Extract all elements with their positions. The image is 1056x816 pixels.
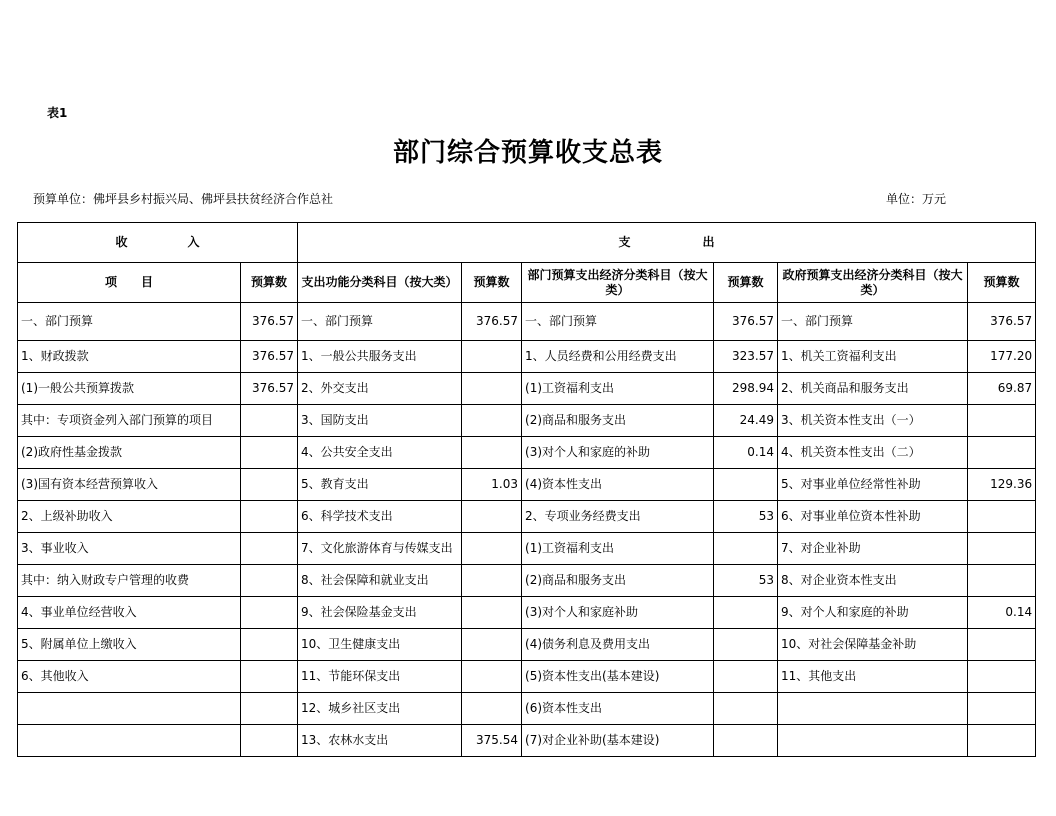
- gov-econ-amount-cell: [968, 725, 1036, 757]
- function-amount-cell: [462, 629, 522, 661]
- dept-econ-item-cell: (5)资本性支出(基本建设): [522, 661, 714, 693]
- income-item-cell: (2)政府性基金拨款: [18, 437, 241, 469]
- function-amount-cell: [462, 437, 522, 469]
- function-item-cell: 2、外交支出: [298, 373, 462, 405]
- income-item-cell: 其中：纳入财政专户管理的收费: [18, 565, 241, 597]
- function-item-cell: 9、社会保险基金支出: [298, 597, 462, 629]
- dept-econ-amount-cell: 53: [714, 501, 778, 533]
- income-amount-cell: [241, 469, 298, 501]
- gov-econ-class-column-header: 政府预算支出经济分类科目（按大类）: [778, 263, 968, 303]
- function-item-cell: 8、社会保障和就业支出: [298, 565, 462, 597]
- income-amount-cell: [241, 533, 298, 565]
- dept-econ-item-cell: 1、人员经费和公用经费支出: [522, 341, 714, 373]
- gov-econ-amount-cell: [968, 661, 1036, 693]
- function-item-cell: 1、一般公共服务支出: [298, 341, 462, 373]
- income-amount-cell: 376.57: [241, 303, 298, 341]
- income-amount-cell: 376.57: [241, 341, 298, 373]
- function-item-cell: 7、文化旅游体育与传媒支出: [298, 533, 462, 565]
- function-item-cell: 6、科学技术支出: [298, 501, 462, 533]
- income-item-cell: 5、附属单位上缴收入: [18, 629, 241, 661]
- table-row: [18, 341, 1036, 373]
- function-amount-cell: [462, 597, 522, 629]
- dept-econ-class-column-header: 部门预算支出经济分类科目（按大类）: [522, 263, 714, 303]
- function-amount-cell: [462, 341, 522, 373]
- income-amount-cell: [241, 629, 298, 661]
- income-item-cell: 一、部门预算: [18, 303, 241, 341]
- income-item-cell: 4、事业单位经营收入: [18, 597, 241, 629]
- dept-econ-amount-cell: 376.57: [714, 303, 778, 341]
- dept-econ-amount-cell: 298.94: [714, 373, 778, 405]
- gov-econ-item-cell: [778, 693, 968, 725]
- function-item-cell: 4、公共安全支出: [298, 437, 462, 469]
- dept-econ-item-cell: (6)资本性支出: [522, 693, 714, 725]
- gov-econ-item-cell: [778, 725, 968, 757]
- function-amount-cell: [462, 693, 522, 725]
- dept-econ-item-cell: (3)对个人和家庭补助: [522, 597, 714, 629]
- page-title: 部门综合预算收支总表: [392, 138, 663, 168]
- dept-econ-amount-cell: [714, 661, 778, 693]
- table-row: [18, 303, 1036, 341]
- dept-econ-item-cell: (7)对企业补助(基本建设): [522, 725, 714, 757]
- function-amount-cell: [462, 565, 522, 597]
- function-amount-cell: 375.54: [462, 725, 522, 757]
- gov-econ-amount-cell: [968, 501, 1036, 533]
- function-amount-cell: [462, 405, 522, 437]
- gov-econ-item-cell: 9、对个人和家庭的补助: [778, 597, 968, 629]
- dept-econ-item-cell: 2、专项业务经费支出: [522, 501, 714, 533]
- budget-summary-table: [17, 222, 1036, 757]
- function-item-cell: 3、国防支出: [298, 405, 462, 437]
- income-amount-cell: [241, 725, 298, 757]
- table-row: [18, 501, 1036, 533]
- dept-econ-amount-cell: 24.49: [714, 405, 778, 437]
- function-amount-cell: 376.57: [462, 303, 522, 341]
- function-item-cell: 5、教育支出: [298, 469, 462, 501]
- function-amount-cell: [462, 501, 522, 533]
- dept-econ-item-cell: (2)商品和服务支出: [522, 565, 714, 597]
- dept-econ-amount-cell: 323.57: [714, 341, 778, 373]
- income-amount-cell: [241, 565, 298, 597]
- income-item-cell: 2、上级补助收入: [18, 501, 241, 533]
- table-row: [18, 469, 1036, 501]
- dept-econ-amount-cell: 0.14: [714, 437, 778, 469]
- dept-econ-item-cell: (1)工资福利支出: [522, 373, 714, 405]
- amount-column-header: 预算数: [968, 263, 1036, 303]
- table-row: [18, 629, 1036, 661]
- gov-econ-amount-cell: [968, 533, 1036, 565]
- table-row: [18, 565, 1036, 597]
- function-item-cell: 11、节能环保支出: [298, 661, 462, 693]
- table-row: [18, 533, 1036, 565]
- income-item-cell: [18, 693, 241, 725]
- budget-unit-label: 预算单位：佛坪县乡村振兴局、佛坪县扶贫经济合作总社: [33, 192, 334, 206]
- table-row: [18, 597, 1036, 629]
- income-amount-cell: [241, 661, 298, 693]
- expense-header: 支 出: [298, 223, 1036, 263]
- income-amount-cell: [241, 693, 298, 725]
- gov-econ-item-cell: 2、机关商品和服务支出: [778, 373, 968, 405]
- dept-econ-amount-cell: 53: [714, 565, 778, 597]
- table-row: [18, 405, 1036, 437]
- gov-econ-amount-cell: [968, 565, 1036, 597]
- income-amount-cell: [241, 597, 298, 629]
- gov-econ-amount-cell: [968, 693, 1036, 725]
- table-row: [18, 373, 1036, 405]
- table-row: [18, 661, 1036, 693]
- dept-econ-item-cell: (2)商品和服务支出: [522, 405, 714, 437]
- income-amount-cell: [241, 405, 298, 437]
- gov-econ-item-cell: 10、对社会保障基金补助: [778, 629, 968, 661]
- income-amount-cell: [241, 501, 298, 533]
- dept-econ-amount-cell: [714, 597, 778, 629]
- function-item-cell: 12、城乡社区支出: [298, 693, 462, 725]
- gov-econ-amount-cell: 177.20: [968, 341, 1036, 373]
- dept-econ-item-cell: (1)工资福利支出: [522, 533, 714, 565]
- income-item-cell: (3)国有资本经营预算收入: [18, 469, 241, 501]
- income-amount-cell: [241, 437, 298, 469]
- table-row: [18, 693, 1036, 725]
- dept-econ-item-cell: (4)资本性支出: [522, 469, 714, 501]
- income-item-cell: 1、财政拨款: [18, 341, 241, 373]
- gov-econ-item-cell: 11、其他支出: [778, 661, 968, 693]
- function-amount-cell: [462, 373, 522, 405]
- income-amount-cell: 376.57: [241, 373, 298, 405]
- amount-column-header: 预算数: [462, 263, 522, 303]
- gov-econ-item-cell: 6、对事业单位资本性补助: [778, 501, 968, 533]
- function-amount-cell: [462, 533, 522, 565]
- function-item-cell: 一、部门预算: [298, 303, 462, 341]
- gov-econ-item-cell: 1、机关工资福利支出: [778, 341, 968, 373]
- gov-econ-amount-cell: 69.87: [968, 373, 1036, 405]
- gov-econ-amount-cell: 0.14: [968, 597, 1036, 629]
- gov-econ-amount-cell: 129.36: [968, 469, 1036, 501]
- gov-econ-item-cell: 一、部门预算: [778, 303, 968, 341]
- function-class-column-header: 支出功能分类科目（按大类）: [298, 263, 462, 303]
- currency-unit-label: 单位：万元: [886, 192, 947, 206]
- dept-econ-amount-cell: [714, 693, 778, 725]
- amount-column-header: 预算数: [714, 263, 778, 303]
- dept-econ-item-cell: (3)对个人和家庭的补助: [522, 437, 714, 469]
- income-item-cell: 3、事业收入: [18, 533, 241, 565]
- dept-econ-amount-cell: [714, 725, 778, 757]
- amount-column-header: 预算数: [241, 263, 298, 303]
- table-row: [18, 725, 1036, 757]
- dept-econ-item-cell: 一、部门预算: [522, 303, 714, 341]
- function-amount-cell: [462, 661, 522, 693]
- gov-econ-amount-cell: [968, 405, 1036, 437]
- gov-econ-item-cell: 3、机关资本性支出（一）: [778, 405, 968, 437]
- gov-econ-item-cell: 7、对企业补助: [778, 533, 968, 565]
- gov-econ-item-cell: 8、对企业资本性支出: [778, 565, 968, 597]
- table-number: 表1: [47, 106, 68, 120]
- income-item-cell: [18, 725, 241, 757]
- income-item-cell: 其中：专项资金列入部门预算的项目: [18, 405, 241, 437]
- gov-econ-item-cell: 5、对事业单位经常性补助: [778, 469, 968, 501]
- dept-econ-amount-cell: [714, 533, 778, 565]
- income-item-cell: 6、其他收入: [18, 661, 241, 693]
- function-item-cell: 10、卫生健康支出: [298, 629, 462, 661]
- gov-econ-amount-cell: [968, 629, 1036, 661]
- table-row: [18, 437, 1036, 469]
- gov-econ-amount-cell: 376.57: [968, 303, 1036, 341]
- item-column-header: 项 目: [18, 263, 241, 303]
- gov-econ-item-cell: 4、机关资本性支出（二）: [778, 437, 968, 469]
- dept-econ-item-cell: (4)债务利息及费用支出: [522, 629, 714, 661]
- gov-econ-amount-cell: [968, 437, 1036, 469]
- function-amount-cell: 1.03: [462, 469, 522, 501]
- dept-econ-amount-cell: [714, 469, 778, 501]
- dept-econ-amount-cell: [714, 629, 778, 661]
- income-header: 收 入: [18, 223, 298, 263]
- income-item-cell: (1)一般公共预算拨款: [18, 373, 241, 405]
- function-item-cell: 13、农林水支出: [298, 725, 462, 757]
